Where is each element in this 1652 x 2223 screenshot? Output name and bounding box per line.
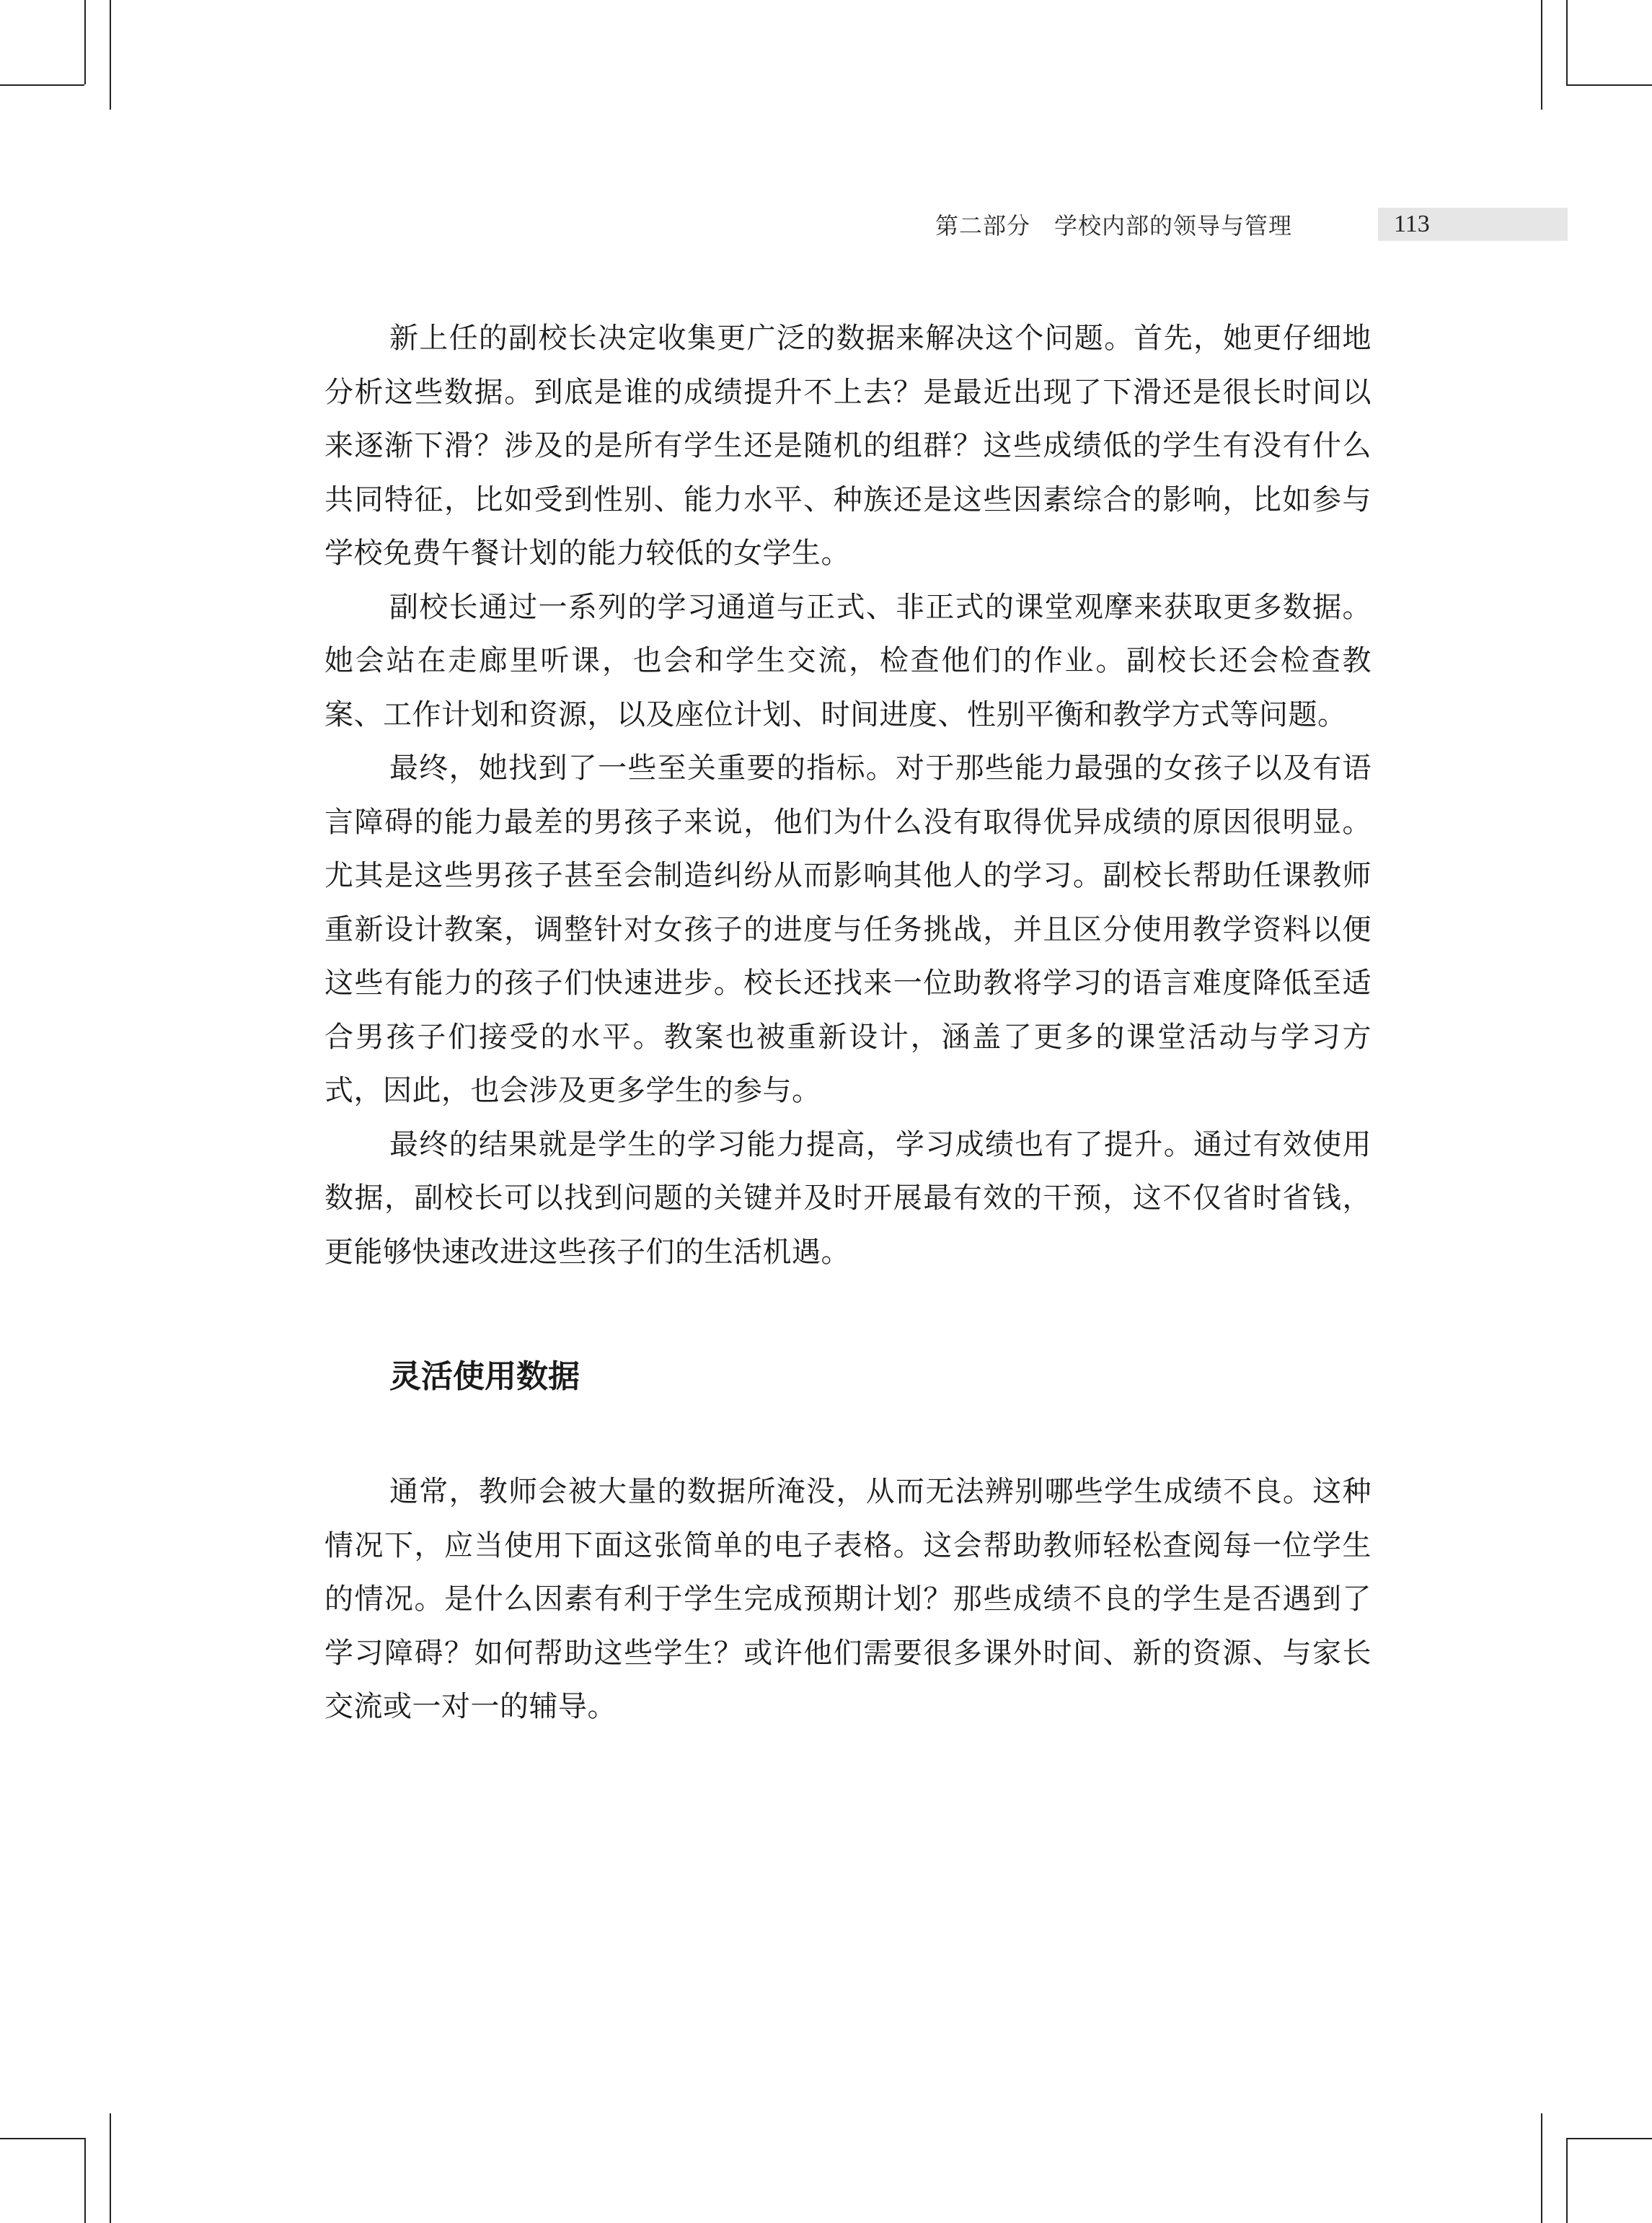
paragraph-3: 最终，她找到了一些至关重要的指标。对于那些能力最强的女孩子以及有语言障碍的能力最差的男孩子来说，他们为什么没有取得优异成绩的原因很明显。尤其是这些男孩子甚至会制造纠纷从而影响其他人的学习。副校长帮助任课教师重新设计教案，调整针对女孩子的进度与任务挑战，并且区分使用教学资料以便这些有能力的孩子们快速进步。校长还找来一位助教将学习的语言难度降低至适合男孩子们接受的水平。教案也被重新设计，涵盖了更多的课堂活动与学习方式，因此，也会涉及更多学生的参与。 [324, 752, 1371, 1107]
running-header-title: 第二部分 学校内部的领导与管理 [935, 212, 1292, 239]
page-number-box [1378, 208, 1568, 241]
running-header [937, 208, 1568, 244]
crop-mark-bottom-left-inner [84, 2138, 86, 2223]
crop-mark-top-right-inner [1566, 0, 1568, 84]
paragraph-2: 副校长通过一系列的学习通道与正式、非正式的课堂观摩来获取更多数据。她会站在走廊里听课，也会和学生交流，检查他们的作业。副校长还会检查教案、工作计划和资源，以及座位计划、时间进度、性别平衡和教学方式等问题。 [324, 590, 1371, 731]
crop-mark-bottom-right-horizontal [1566, 2138, 1652, 2139]
crop-mark-top-right-vertical [1541, 0, 1542, 110]
paragraph-1: 新上任的副校长决定收集更广泛的数据来解决这个问题。首先，她更仔细地分析这些数据。到底是谁的成绩提升不上去？是最近出现了下滑还是很长时间以来逐渐下滑？涉及的是所有学生还是随机的组群？这些成绩低的学生有没有什么共同特征，比如受到性别、能力水平、种族还是这些因素综合的影响，比如参与学校免费午餐计划的能力较低的女学生。 [324, 322, 1371, 570]
crop-mark-bottom-right-vertical [1541, 2113, 1542, 2223]
page-number: 113 [1394, 211, 1430, 237]
section-heading: 灵活使用数据 [389, 1358, 580, 1395]
crop-mark-top-right-horizontal [1566, 84, 1652, 86]
crop-mark-bottom-left-vertical [110, 2113, 111, 2223]
crop-mark-bottom-right-inner [1566, 2138, 1568, 2223]
crop-mark-top-left-inner [84, 0, 86, 84]
page-body [324, 312, 1371, 1734]
crop-mark-bottom-left-horizontal [0, 2138, 84, 2139]
crop-mark-top-left-horizontal [0, 84, 84, 86]
paragraph-4: 最终的结果就是学生的学习能力提高，学习成绩也有了提升。通过有效使用数据，副校长可以找到问题的关键并及时开展最有效的干预，这不仅省时省钱，更能够快速改进这些孩子们的生活机遇。 [324, 1127, 1371, 1269]
section-paragraph: 通常，教师会被大量的数据所淹没，从而无法辨别哪些学生成绩不良。这种情况下，应当使用下面这张简单的电子表格。这会帮助教师轻松查阅每一位学生的情况。是什么因素有利于学生完成预期计划？那些成绩不良的学生是否遇到了学习障碍？如何帮助这些学生？或许他们需要很多课外时间、新的资源、与家长交流或一对一的辅导。 [324, 1475, 1371, 1723]
crop-mark-top-left-vertical [110, 0, 111, 110]
